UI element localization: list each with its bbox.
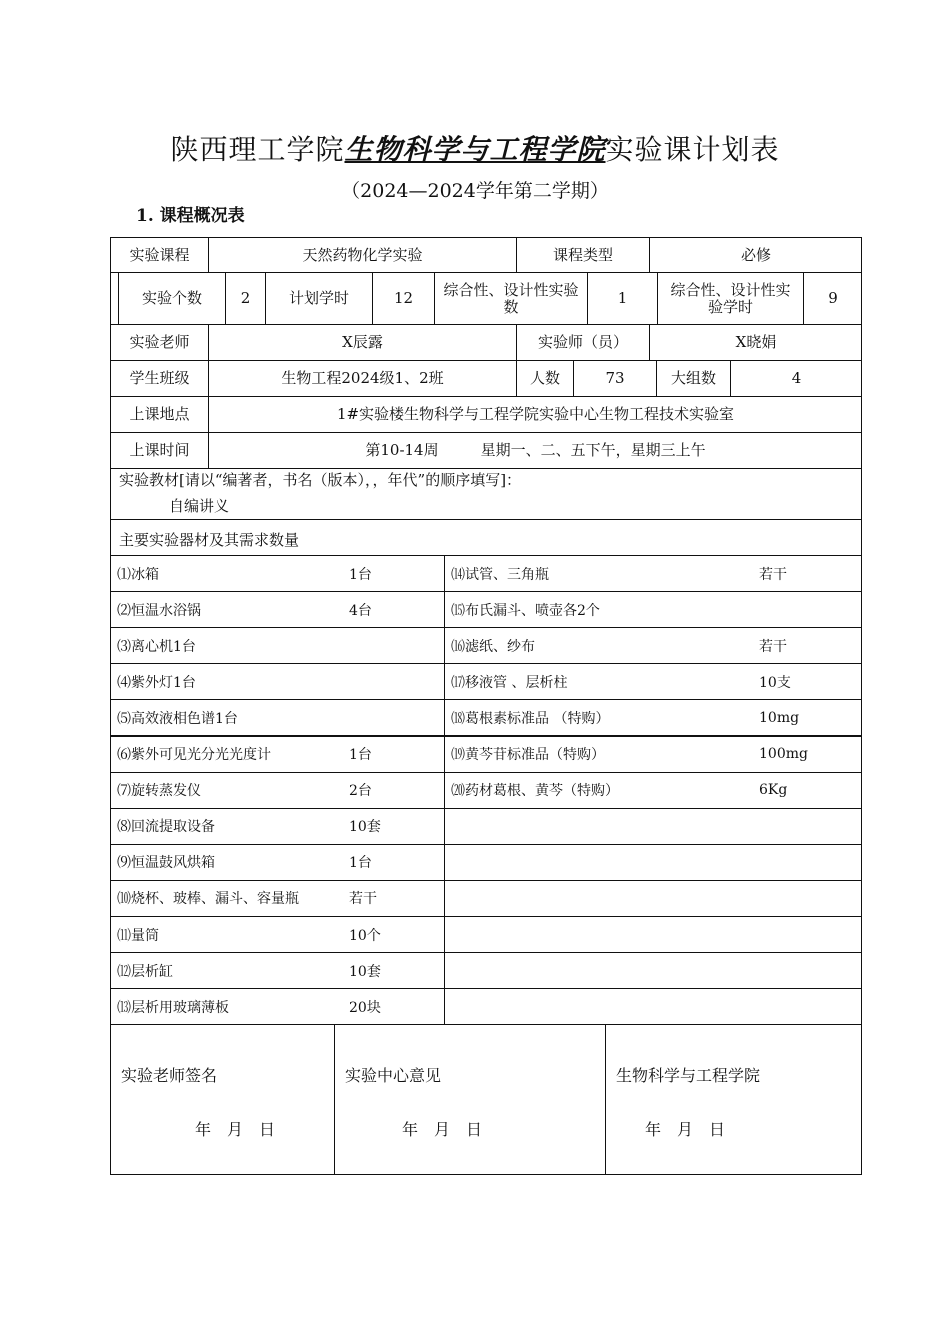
- row-signatures: [110, 1024, 862, 1175]
- equipment-left-cell: [111, 881, 445, 916]
- equipment-left-cell: [111, 917, 445, 952]
- row-textbook: [110, 468, 862, 520]
- signature-college-label: 生物科学与工程学院: [616, 1066, 761, 1085]
- equipment-row: [110, 627, 862, 664]
- equipment-right-cell: [445, 664, 862, 699]
- equipment-right-qty: 10mg: [759, 709, 800, 726]
- row-teacher: [110, 324, 862, 361]
- equipment-row: [110, 772, 862, 809]
- equipment-right-qty: 10支: [759, 674, 791, 691]
- equipment-left-name: ⑵恒温水浴锅: [117, 602, 201, 619]
- equipment-left-qty: 20块: [349, 999, 381, 1016]
- time-value: [209, 433, 862, 468]
- equipment-row: [110, 952, 862, 989]
- equipment-left-cell: [111, 953, 445, 988]
- equipment-left-name: ⑾量筒: [117, 927, 159, 944]
- equipment-row: [110, 988, 862, 1025]
- textbook-value: 自编讲义: [169, 497, 230, 515]
- row-course: [110, 237, 862, 273]
- time-days: 星期一、二、五下午，星期三上午: [480, 441, 706, 459]
- equipment-right-name: ⒂布氏漏斗、喷壶各2个: [451, 602, 600, 619]
- equipment-left-name: ⑷紫外灯1台: [117, 674, 196, 691]
- equipment-right-qty: 6Kg: [759, 782, 788, 799]
- equipment-left-cell: [111, 556, 445, 591]
- equipment-left-qty: 10套: [349, 963, 381, 980]
- groups-label: 大组数: [657, 361, 731, 396]
- equipment-left-cell: [111, 700, 445, 735]
- comp-hours-label: 综合性、设计性实验学时: [658, 273, 804, 324]
- equipment-row: [110, 808, 862, 845]
- signature-center: [335, 1025, 606, 1174]
- equipment-row: [110, 844, 862, 881]
- equipment-row: [110, 916, 862, 953]
- row-place: [110, 396, 862, 433]
- equipment-left-cell: [111, 592, 445, 627]
- signature-college: [606, 1025, 862, 1174]
- teacher-label: 实验老师: [111, 325, 209, 360]
- equipment-right-cell: [445, 628, 862, 663]
- people-label: 人数: [517, 361, 574, 396]
- equipment-left-qty: 1台: [349, 566, 372, 583]
- equipment-right-qty: 若干: [759, 566, 787, 583]
- signature-teacher-label: 实验老师签名: [121, 1066, 218, 1085]
- row-class: [110, 360, 862, 397]
- technician-value: X晓娟: [735, 333, 777, 351]
- equipment-right-name: ⒅葛根素标准品 （特购）: [451, 710, 610, 727]
- equipment-left-name: ⒀层析用玻璃薄板: [117, 999, 229, 1016]
- equipment-left-qty: 1台: [349, 855, 372, 872]
- equipment-right-cell: [445, 917, 862, 952]
- equipment-left-name: ⑿层析缸: [117, 963, 173, 980]
- course-type-value: 必修: [740, 245, 771, 264]
- row-equipment-title: [110, 519, 862, 556]
- equipment-left-cell: [111, 845, 445, 880]
- equipment-row: [110, 555, 862, 592]
- equipment-right-name: ⒇药材葛根、黄芩（特购）: [451, 783, 619, 800]
- equipment-left-qty: 4台: [349, 602, 372, 619]
- equipment-right-cell: [445, 556, 862, 591]
- time-weeks: 第10-14周: [365, 441, 439, 459]
- equipment-left-qty: 10个: [349, 927, 381, 944]
- equipment-right-cell: [445, 737, 862, 772]
- equipment-row: [110, 736, 862, 773]
- equipment-right-name: ⒁试管、三角瓶: [451, 566, 549, 583]
- title-prefix: 陕西理工学院: [170, 133, 345, 166]
- equipment-left-qty: 2台: [349, 783, 372, 800]
- row-counts: [110, 272, 862, 325]
- equipment-row: [110, 699, 862, 736]
- class-label: 学生班级: [111, 361, 209, 396]
- row-time: [110, 432, 862, 469]
- equipment-row: [110, 880, 862, 917]
- equipment-right-cell: [445, 700, 862, 735]
- semester-subtitle: （2024—2024学年第二学期）: [341, 180, 609, 202]
- equipment-right-cell: [445, 809, 862, 844]
- equipment-left-qty: 1台: [349, 747, 372, 763]
- teacher-value: X辰露: [209, 325, 517, 360]
- equipment-left-name: ⑽烧杯、玻棒、漏斗、容量瓶: [117, 891, 299, 908]
- equipment-right-name: ⒃滤纸、纱布: [451, 638, 535, 655]
- signature-college-date: 年 月 日: [645, 1120, 726, 1139]
- equipment-left-qty: 若干: [349, 891, 377, 908]
- place-label: 上课地点: [111, 397, 209, 432]
- equipment-left-name: ⑸高效液相色谱1台: [117, 710, 238, 727]
- equipment-right-cell: [445, 845, 862, 880]
- equipment-left-cell: [111, 664, 445, 699]
- comp-hours-value: 9: [828, 289, 838, 307]
- signature-center-label: 实验中心意见: [345, 1066, 442, 1085]
- equipment-right-cell: [445, 953, 862, 988]
- count-value: 2: [226, 273, 266, 324]
- equipment-row: [110, 591, 862, 628]
- comp-count-label: 综合性、设计性实验数: [435, 273, 588, 324]
- equipment-left-cell: [111, 628, 445, 663]
- equipment-right-cell: [445, 773, 862, 808]
- equipment-right-name: ⒆黄芩苷标准品（特购）: [451, 747, 605, 763]
- hours-label: 计划学时: [266, 273, 373, 324]
- course-label: 实验课程: [111, 238, 209, 272]
- equipment-left-cell: [111, 989, 445, 1024]
- equipment-left-name: ⑺旋转蒸发仪: [117, 783, 201, 800]
- class-value: 生物工程2024级1、2班: [209, 361, 517, 396]
- equipment-right-cell: [445, 881, 862, 916]
- equipment-right-qty: 若干: [759, 638, 787, 655]
- course-value: 天然药物化学实验: [209, 238, 517, 272]
- course-type-label: 课程类型: [517, 238, 650, 272]
- signature-teacher: [111, 1025, 335, 1174]
- section-heading: 1. 课程概况表: [136, 206, 245, 226]
- hours-value: 12: [373, 273, 435, 324]
- equipment-left-name: ⑻回流提取设备: [117, 819, 215, 836]
- equipment-right-cell: [445, 592, 862, 627]
- comp-count-value: 1: [588, 273, 658, 324]
- title-suffix: 实验课计划表: [605, 133, 780, 166]
- equipment-right-cell: [445, 989, 862, 1024]
- page-title: [0, 128, 950, 168]
- place-value: 1#实验楼生物科学与工程学院实验中心生物工程技术实验室: [336, 405, 735, 423]
- textbook-label: 实验教材[请以“编著者，书名（版本），，年代”的顺序填写]：: [119, 471, 522, 489]
- technician-label: 实验师（员）: [517, 325, 650, 360]
- equipment-title: 主要实验器材及其需求数量: [119, 531, 300, 549]
- equipment-left-name: ⑹紫外可见光分光光度计: [117, 747, 271, 763]
- signature-center-date: 年 月 日: [402, 1120, 483, 1139]
- row-spacer: [111, 273, 119, 324]
- groups-value: 4: [791, 369, 802, 387]
- time-label: 上课时间: [111, 433, 209, 468]
- signature-teacher-date: 年 月 日: [195, 1120, 276, 1139]
- equipment-right-qty: 100mg: [759, 746, 808, 762]
- equipment-left-cell: [111, 773, 445, 808]
- equipment-left-name: ⑶离心机1台: [117, 638, 196, 655]
- people-value: 73: [574, 361, 657, 396]
- equipment-left-name: ⑼恒温鼓风烘箱: [117, 855, 215, 872]
- equipment-row: [110, 663, 862, 700]
- equipment-left-qty: 10套: [349, 819, 381, 836]
- equipment-left-cell: [111, 809, 445, 844]
- title-college: 生物科学与工程学院: [344, 133, 606, 166]
- count-label: 实验个数: [119, 273, 226, 324]
- equipment-left-name: ⑴冰箱: [117, 566, 159, 583]
- equipment-left-cell: [111, 737, 445, 772]
- equipment-right-name: ⒄移液管 、层析柱: [451, 674, 568, 691]
